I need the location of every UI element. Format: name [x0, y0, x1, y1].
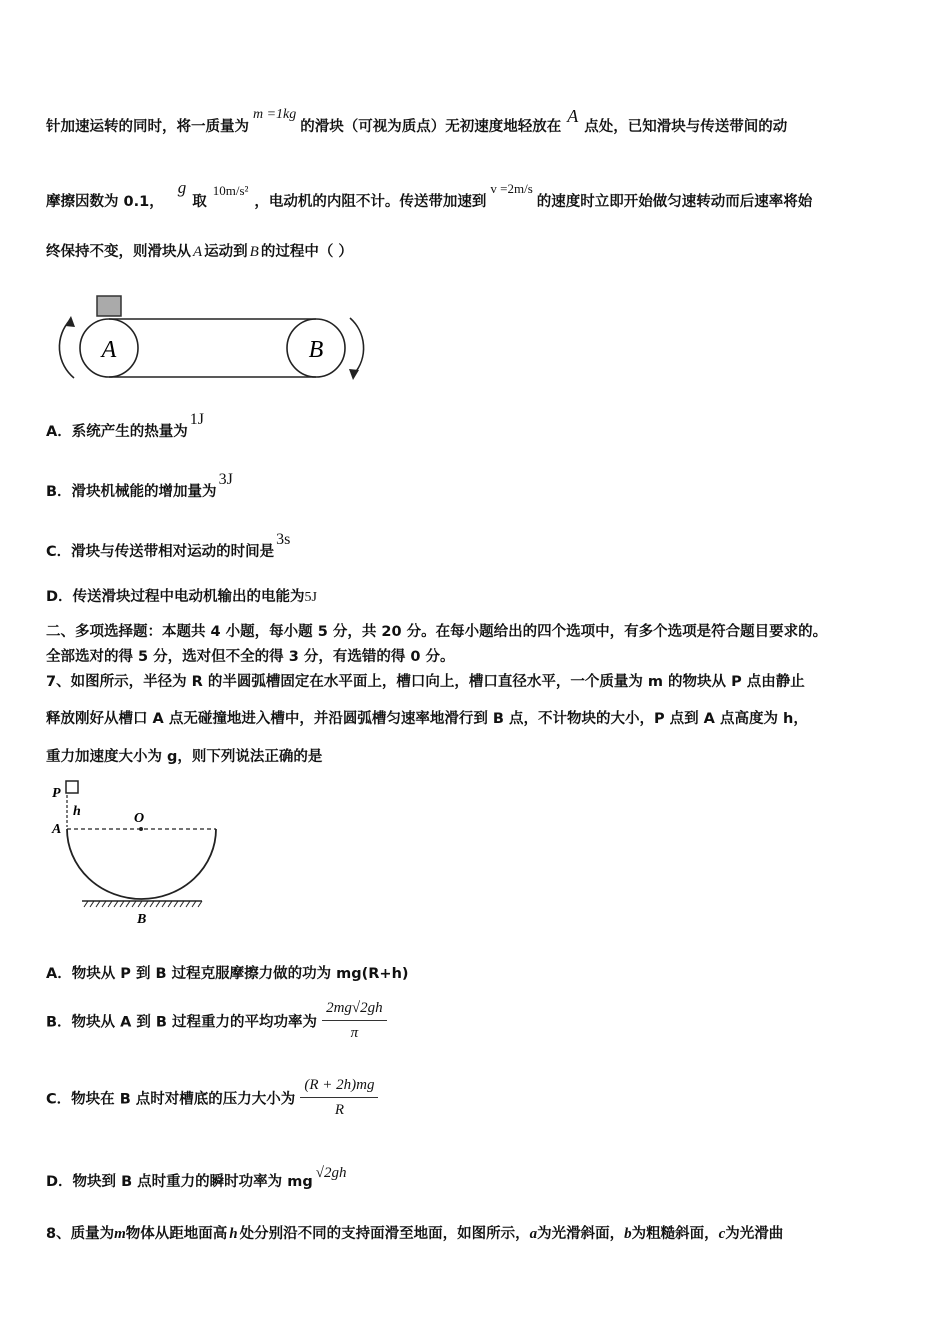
option-value: 5J: [304, 590, 317, 605]
point-b-label: B: [249, 244, 259, 260]
block-p: [66, 781, 78, 793]
section2-heading-line2: 全部选对的得 5 分，选对但不全的得 3 分，有选错的得 0 分。: [46, 649, 455, 665]
mass-symbol: m: [114, 1226, 126, 1242]
option-text: A．系统产生的热量为: [46, 424, 188, 440]
q6-option-a: [46, 411, 204, 441]
q6-text: 的过程中（ ）: [260, 244, 353, 260]
label-c: c: [718, 1226, 726, 1242]
conveyor-belt-figure: [50, 290, 380, 390]
q6-line3: [46, 240, 353, 261]
q6-text: 摩擦因数为 0.1，: [46, 194, 164, 210]
q6-option-c: [46, 531, 291, 561]
option-text: D．传送滑块过程中电动机输出的电能为: [46, 589, 305, 605]
option-text: B．物块从 A 到 B 过程重力的平均功率为: [46, 1014, 318, 1031]
option-text: C．滑块与传送带相对运动的时间是: [46, 544, 275, 560]
q6-text: 终保持不变，则滑块从: [46, 244, 191, 260]
point-a-label: A: [567, 106, 579, 126]
gravity-value: 10m/s²: [212, 183, 249, 198]
center-o-dot: [139, 827, 143, 831]
left-rotation-arc: [59, 320, 74, 378]
option-value: √2gh: [315, 1165, 347, 1181]
option-value: 3s: [276, 531, 291, 548]
q7-option-a: A．物块从 P 到 B 过程克服摩擦力做的功为 mg(R+h): [46, 966, 409, 982]
q8-text: 处分别沿不同的支持面滑至地面，如图所示，: [239, 1226, 530, 1242]
point-a-label: A: [52, 822, 62, 837]
q6-text: 针加速运转的同时，将一质量为: [46, 119, 249, 135]
left-rotation-arrow-icon: [65, 316, 75, 327]
label-b: b: [624, 1226, 632, 1242]
option-text: B．滑块机械能的增加量为: [46, 484, 217, 500]
fraction-denominator: R: [334, 1102, 344, 1118]
semicircle-groove-figure: [48, 775, 228, 930]
point-b-label: B: [137, 912, 147, 927]
q8-text: 为光滑曲: [725, 1226, 784, 1242]
fraction-denominator: π: [350, 1025, 359, 1041]
ground-hatching: [84, 901, 202, 907]
point-p-label: P: [52, 786, 61, 801]
pulley-b-label: B: [308, 337, 324, 363]
q6-text: 取: [192, 194, 207, 210]
mass-value: m =1kg: [253, 107, 297, 122]
label-a: a: [529, 1226, 538, 1242]
right-rotation-arrow-icon: [349, 369, 359, 380]
option-value: 3J: [218, 471, 233, 488]
q6-option-b: [46, 471, 233, 501]
fraction: [300, 1077, 378, 1119]
q6-text: 的速度时立即开始做匀速转动而后速率将始: [536, 194, 813, 210]
q7-option-c: [46, 1077, 378, 1119]
fraction-numerator: (R + 2h)mg: [300, 1077, 378, 1098]
q6-option-d: [46, 585, 317, 606]
center-o-label: O: [134, 811, 145, 826]
q6-line1: [46, 106, 788, 136]
option-value: 1J: [189, 411, 204, 428]
q6-text: 点处，已知滑块与传送带间的动: [584, 119, 788, 135]
height-h-label: h: [73, 804, 81, 819]
q8-line1: [46, 1222, 783, 1243]
q7-line2: 释放刚好从槽口 A 点无碰撞地进入槽中，并沿圆弧槽匀速率地滑行到 B 点，不计物块的大小，P 点到 A 点高度为 h，: [46, 711, 808, 727]
pulley-a-label: A: [101, 337, 117, 363]
q6-text: ，电动机的内阻不计。传送带加速到: [254, 194, 487, 210]
height-symbol: h: [229, 1226, 238, 1242]
section2-heading-line1: 二、多项选择题：本题共 4 小题，每小题 5 分，共 20 分。在每小题给出的四个选项中，有多个选项是符合题目要求的。: [46, 624, 828, 640]
fraction: [322, 1000, 387, 1042]
q8-text: 为粗糙斜面，: [631, 1226, 719, 1242]
q7-line3: 重力加速度大小为 g，则下列说法正确的是: [46, 749, 323, 765]
q7-option-b: [46, 1000, 387, 1042]
q6-line2: [46, 178, 813, 211]
q8-text: 8、质量为: [46, 1226, 115, 1242]
q7-line1: 7、如图所示，半径为 R 的半圆弧槽固定在水平面上，槽口向上，槽口直径水平，一个质量为 m 的物块从 P 点由静止: [46, 674, 805, 690]
right-rotation-arc: [350, 318, 364, 374]
slider-block: [97, 296, 121, 316]
gravity-symbol: g: [177, 178, 187, 197]
q7-option-d: [46, 1165, 347, 1191]
q8-text: 物体从距地面高: [125, 1226, 228, 1242]
point-a-label: A: [193, 244, 203, 260]
fraction-numerator: 2mg√2gh: [322, 1000, 387, 1021]
q6-text: 运动到: [204, 244, 248, 260]
speed-value: v =2m/s: [490, 181, 533, 196]
option-text: D．物块到 B 点时重力的瞬时功率为 mg: [46, 1174, 313, 1190]
semicircle-groove: [67, 829, 216, 899]
option-text: C．物块在 B 点时对槽底的压力大小为: [46, 1091, 296, 1108]
q8-text: 为光滑斜面，: [537, 1226, 625, 1242]
q6-text: 的滑块（可视为质点）无初速度地轻放在: [300, 119, 562, 135]
